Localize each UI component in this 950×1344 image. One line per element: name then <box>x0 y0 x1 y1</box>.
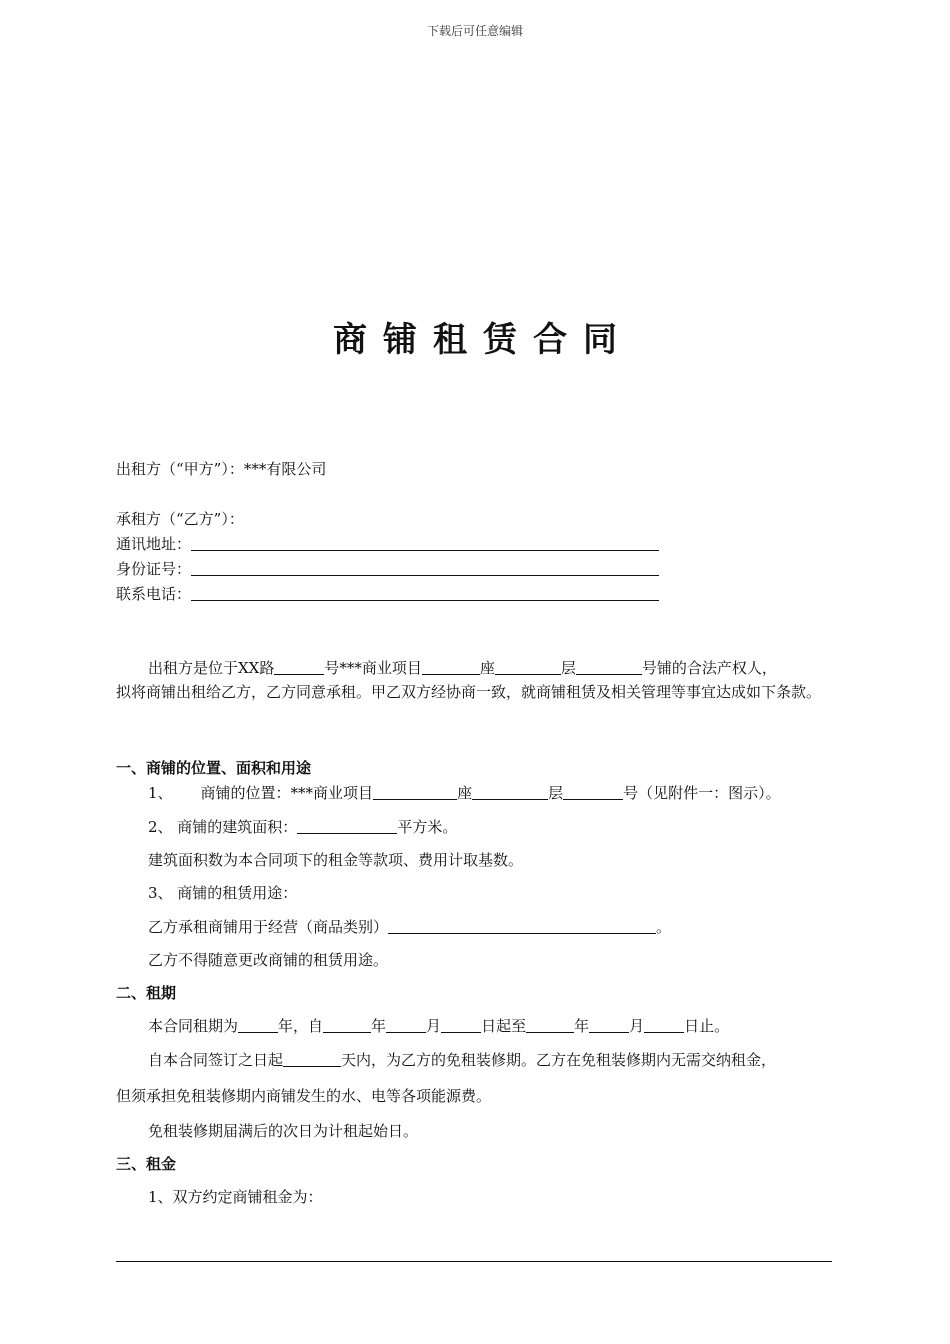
term-blank-end-year <box>526 1017 574 1033</box>
term-text-f: 年 <box>574 1017 590 1035</box>
section-3-item-1: 1、双方约定商铺租金为： <box>148 1188 323 1206</box>
lessor-line: 出租方（“甲方”）：***有限公司 <box>116 460 327 478</box>
use-text-a: 乙方承租商铺用于经营（商品类别） <box>148 918 389 936</box>
term-blank-start-day <box>441 1017 481 1033</box>
page-title: 商铺租赁合同 <box>333 320 633 360</box>
phone-field <box>116 584 659 604</box>
item-2-text-a: 2、 商铺的建筑面积： <box>148 818 298 836</box>
free-text-a: 自本合同签订之日起 <box>148 1051 284 1069</box>
term-blank-start-year <box>323 1017 371 1033</box>
address-label: 通讯地址： <box>116 535 192 553</box>
item-1-text-a: 商铺的位置：***商业项目 <box>200 784 374 802</box>
address-blank <box>191 535 659 551</box>
term-blank-end-month <box>589 1017 629 1033</box>
section-1-item-1 <box>148 783 781 803</box>
term-line <box>148 1016 729 1036</box>
section-1-item-2 <box>148 817 457 837</box>
item-1-text-d: 号（见附件一：图示）。 <box>623 784 781 802</box>
no-change-note: 乙方不得随意更改商铺的租赁用途。 <box>148 951 389 969</box>
intro-blank-floor <box>495 659 561 675</box>
intro-text-5: 号铺的合法产权人， <box>641 659 777 677</box>
term-blank-years <box>238 1017 278 1033</box>
phone-blank <box>191 585 659 601</box>
term-text-c: 年 <box>371 1017 387 1035</box>
free-period-line <box>148 1050 776 1070</box>
term-text-e: 日起至 <box>481 1017 527 1035</box>
item-1-text-c: 层 <box>548 784 564 802</box>
item-1-blank-block <box>373 784 457 800</box>
footer-divider <box>116 1261 832 1262</box>
free-blank-days <box>283 1051 341 1067</box>
term-text-d: 月 <box>426 1017 442 1035</box>
area-note: 建筑面积数为本合同项下的租金等款项、费用计取基数。 <box>148 851 524 869</box>
lessee-line: 承租方（“乙方”）： <box>116 510 244 528</box>
item-1-blank-unit <box>563 784 623 800</box>
intro-blank-unit <box>576 659 642 675</box>
intro-text-2: 号***商业项目 <box>324 659 422 677</box>
section-1-item-3: 3、 商铺的租赁用途： <box>148 884 298 902</box>
item-2-text-b: 平方米。 <box>397 818 458 836</box>
term-text-g: 月 <box>629 1017 645 1035</box>
intro-text-1: 出租方是位于XX路 <box>148 659 275 677</box>
id-number-field <box>116 559 659 579</box>
item-1-number: 1、 <box>148 784 173 802</box>
section-2-heading: 二、租期 <box>116 984 177 1002</box>
header-note: 下载后可任意编辑 <box>426 24 523 38</box>
id-number-label: 身份证号： <box>116 560 192 578</box>
intro-blank-road <box>274 659 324 675</box>
use-blank-category <box>388 918 656 934</box>
item-1-blank-floor <box>472 784 548 800</box>
address-field <box>116 534 659 554</box>
intro-blank-block <box>422 659 480 675</box>
phone-label: 联系电话： <box>116 585 192 603</box>
term-text-h: 日止。 <box>684 1017 730 1035</box>
term-text-a: 本合同租期为 <box>148 1017 239 1035</box>
free-period-cont: 但须承担免租装修期内商铺发生的水、电等各项能源费。 <box>116 1087 492 1105</box>
term-blank-start-month <box>386 1017 426 1033</box>
item-2-blank-area <box>297 818 397 834</box>
intro-first-line <box>148 658 777 678</box>
rent-start-note: 免租装修期届满后的次日为计租起始日。 <box>148 1122 419 1140</box>
id-number-blank <box>191 560 659 576</box>
intro-text-4: 层 <box>560 659 576 677</box>
term-blank-end-day <box>644 1017 684 1033</box>
section-1-heading: 一、商铺的位置、面积和用途 <box>116 759 312 777</box>
intro-rest: 拟将商铺出租给乙方，乙方同意承租。甲乙双方经协商一致，就商铺租赁及相关管理等事宜达成如下条款。 <box>116 683 822 701</box>
section-3-heading: 三、租金 <box>116 1155 177 1173</box>
intro-text-3: 座 <box>479 659 495 677</box>
free-text-b: 天内，为乙方的免租装修期。乙方在免租装修期内无需交纳租金， <box>341 1051 777 1069</box>
use-text-b: 。 <box>656 918 672 936</box>
use-line <box>148 917 671 937</box>
term-text-b: 年，自 <box>278 1017 324 1035</box>
item-1-text-b: 座 <box>457 784 473 802</box>
